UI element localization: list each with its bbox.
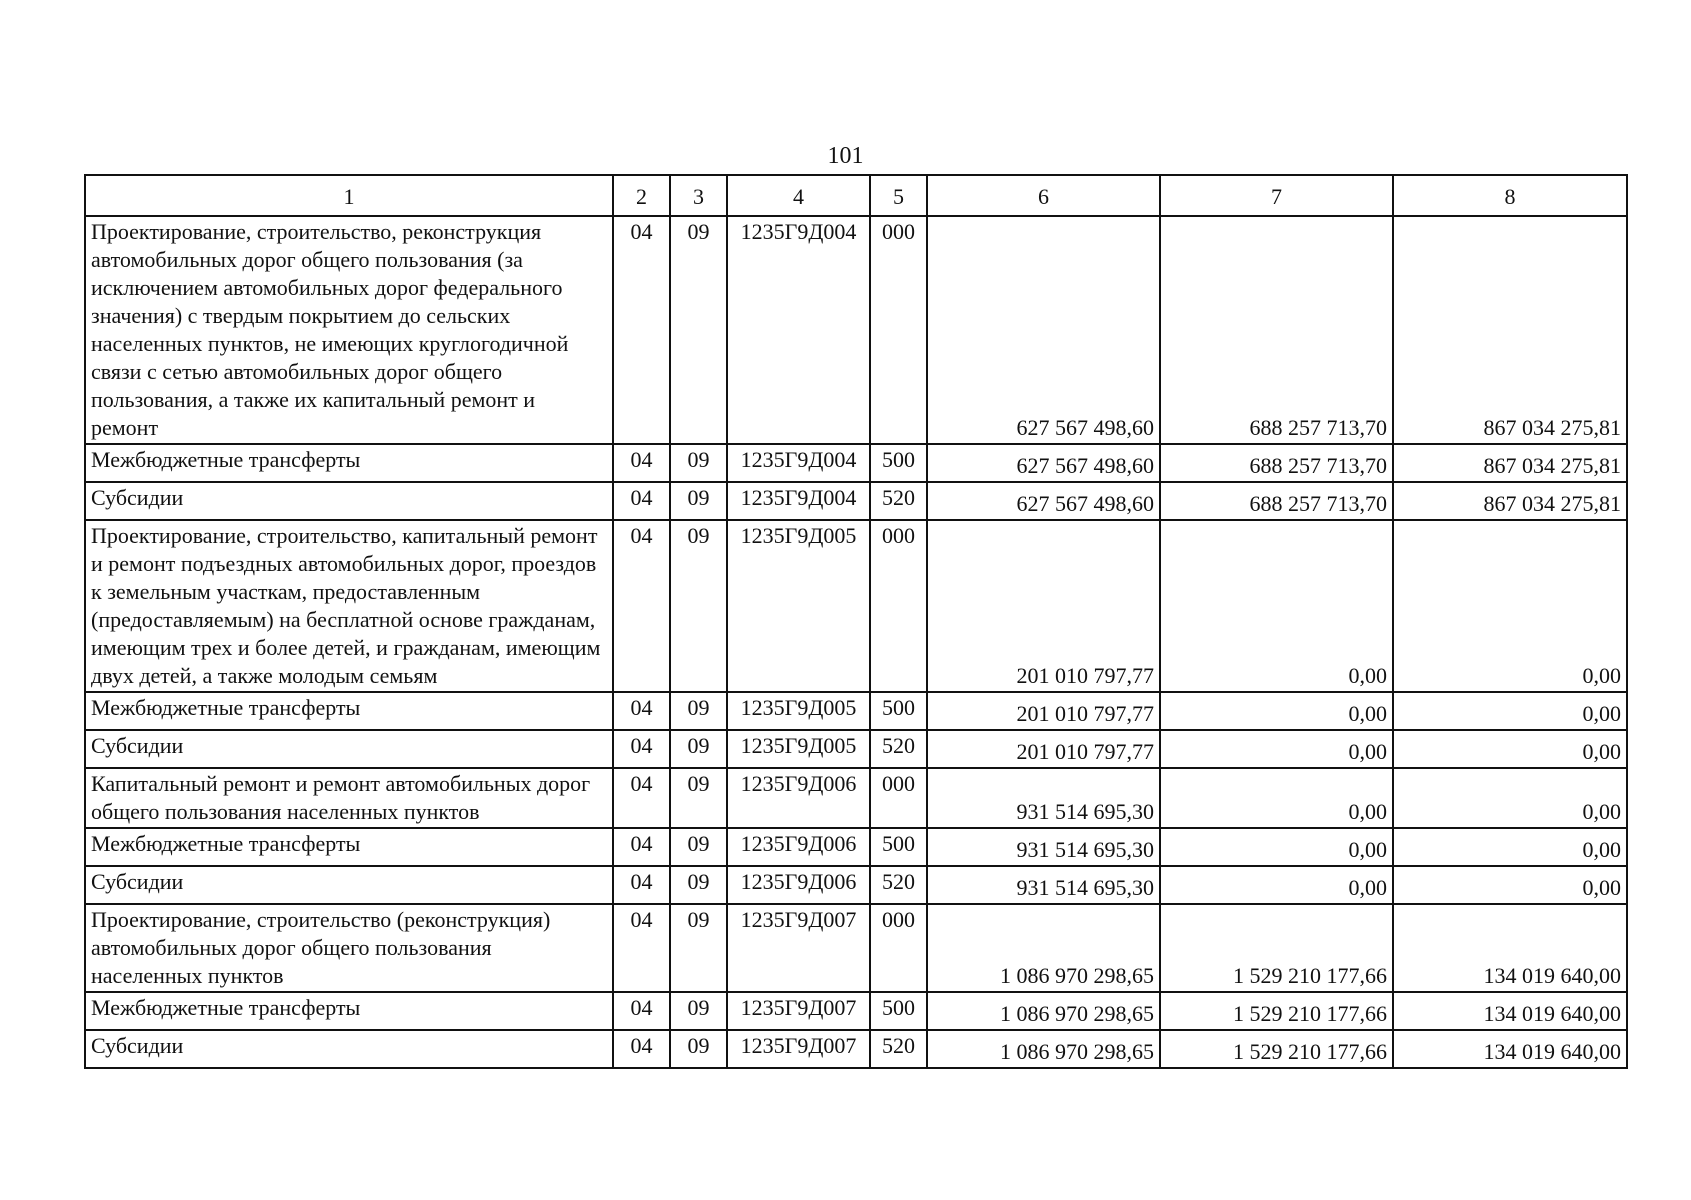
section-code: 04	[613, 216, 670, 444]
table-row	[85, 692, 1627, 730]
table-row	[85, 828, 1627, 866]
subsection-code: 09	[670, 730, 727, 768]
amount-col-7: 688 257 713,70	[1160, 482, 1393, 520]
amount-col-6: 931 514 695,30	[927, 828, 1160, 866]
amount-col-7: 0,00	[1160, 828, 1393, 866]
header-cell: 2	[613, 175, 670, 216]
section-code: 04	[613, 692, 670, 730]
header-cell: 3	[670, 175, 727, 216]
subsection-code: 09	[670, 904, 727, 992]
expense-type-code: 520	[870, 482, 927, 520]
section-code: 04	[613, 992, 670, 1030]
row-name: Межбюджетные трансферты	[85, 444, 613, 482]
row-name: Межбюджетные трансферты	[85, 828, 613, 866]
expense-type-code: 500	[870, 992, 927, 1030]
amount-col-8: 867 034 275,81	[1393, 482, 1627, 520]
amount-col-7: 1 529 210 177,66	[1160, 992, 1393, 1030]
amount-col-6: 931 514 695,30	[927, 866, 1160, 904]
section-code: 04	[613, 1030, 670, 1068]
subsection-code: 09	[670, 216, 727, 444]
subsection-code: 09	[670, 482, 727, 520]
expense-type-code: 520	[870, 1030, 927, 1068]
target-article-code: 1235Г9Д004	[727, 444, 870, 482]
section-code: 04	[613, 828, 670, 866]
table-row	[85, 216, 1627, 444]
target-article-code: 1235Г9Д005	[727, 692, 870, 730]
amount-col-7: 0,00	[1160, 730, 1393, 768]
subsection-code: 09	[670, 520, 727, 692]
amount-col-6: 201 010 797,77	[927, 520, 1160, 692]
target-article-code: 1235Г9Д004	[727, 482, 870, 520]
amount-col-7: 0,00	[1160, 520, 1393, 692]
target-article-code: 1235Г9Д006	[727, 768, 870, 828]
header-cell: 4	[727, 175, 870, 216]
section-code: 04	[613, 444, 670, 482]
header-cell: 1	[85, 175, 613, 216]
row-name: Субсидии	[85, 866, 613, 904]
subsection-code: 09	[670, 1030, 727, 1068]
amount-col-8: 134 019 640,00	[1393, 1030, 1627, 1068]
expense-type-code: 500	[870, 692, 927, 730]
header-cell: 8	[1393, 175, 1627, 216]
expense-type-code: 000	[870, 768, 927, 828]
page-number: 101	[827, 143, 864, 169]
section-code: 04	[613, 904, 670, 992]
header-cell: 5	[870, 175, 927, 216]
row-name: Капитальный ремонт и ремонт автомобильных дорог общего пользования населенных пунктов	[85, 768, 613, 828]
amount-col-7: 688 257 713,70	[1160, 444, 1393, 482]
amount-col-8: 134 019 640,00	[1393, 992, 1627, 1030]
amount-col-8: 0,00	[1393, 866, 1627, 904]
subsection-code: 09	[670, 444, 727, 482]
row-name: Проектирование, строительство, реконструкция автомобильных дорог общего пользования (за исключением автомобильных дорог федерального значения) с твердым покрытием до сельских населенных пунктов, не имеющих круглогодичной связи с сетью автомобильных дорог общего пользования, а также их капитальный ремонт и ремонт	[85, 216, 613, 444]
target-article-code: 1235Г9Д006	[727, 866, 870, 904]
target-article-code: 1235Г9Д006	[727, 828, 870, 866]
subsection-code: 09	[670, 768, 727, 828]
expense-type-code: 000	[870, 216, 927, 444]
budget-table	[84, 174, 1628, 1069]
section-code: 04	[613, 768, 670, 828]
expense-type-code: 000	[870, 520, 927, 692]
amount-col-6: 201 010 797,77	[927, 692, 1160, 730]
amount-col-6: 931 514 695,30	[927, 768, 1160, 828]
section-code: 04	[613, 482, 670, 520]
amount-col-8: 867 034 275,81	[1393, 216, 1627, 444]
row-name: Субсидии	[85, 730, 613, 768]
row-name: Межбюджетные трансферты	[85, 692, 613, 730]
subsection-code: 09	[670, 828, 727, 866]
amount-col-6: 1 086 970 298,65	[927, 992, 1160, 1030]
row-name: Межбюджетные трансферты	[85, 992, 613, 1030]
target-article-code: 1235Г9Д007	[727, 992, 870, 1030]
header-row	[85, 175, 1627, 216]
table-row	[85, 1030, 1627, 1068]
row-name: Субсидии	[85, 482, 613, 520]
table-row	[85, 730, 1627, 768]
table-row	[85, 520, 1627, 692]
subsection-code: 09	[670, 866, 727, 904]
amount-col-8: 0,00	[1393, 730, 1627, 768]
table-row	[85, 904, 1627, 992]
amount-col-6: 1 086 970 298,65	[927, 904, 1160, 992]
expense-type-code: 500	[870, 444, 927, 482]
section-code: 04	[613, 520, 670, 692]
target-article-code: 1235Г9Д004	[727, 216, 870, 444]
amount-col-6: 627 567 498,60	[927, 216, 1160, 444]
amount-col-8: 0,00	[1393, 768, 1627, 828]
amount-col-6: 627 567 498,60	[927, 444, 1160, 482]
subsection-code: 09	[670, 992, 727, 1030]
expense-type-code: 500	[870, 828, 927, 866]
header-cell: 7	[1160, 175, 1393, 216]
table-row	[85, 992, 1627, 1030]
target-article-code: 1235Г9Д007	[727, 1030, 870, 1068]
expense-type-code: 520	[870, 866, 927, 904]
subsection-code: 09	[670, 692, 727, 730]
row-name: Субсидии	[85, 1030, 613, 1068]
section-code: 04	[613, 866, 670, 904]
header-cell: 6	[927, 175, 1160, 216]
expense-type-code: 000	[870, 904, 927, 992]
amount-col-8: 0,00	[1393, 520, 1627, 692]
amount-col-6: 201 010 797,77	[927, 730, 1160, 768]
amount-col-8: 134 019 640,00	[1393, 904, 1627, 992]
amount-col-8: 0,00	[1393, 692, 1627, 730]
amount-col-7: 688 257 713,70	[1160, 216, 1393, 444]
table-row	[85, 482, 1627, 520]
amount-col-8: 867 034 275,81	[1393, 444, 1627, 482]
amount-col-6: 1 086 970 298,65	[927, 1030, 1160, 1068]
target-article-code: 1235Г9Д005	[727, 520, 870, 692]
amount-col-7: 0,00	[1160, 866, 1393, 904]
amount-col-6: 627 567 498,60	[927, 482, 1160, 520]
row-name: Проектирование, строительство (реконструкция) автомобильных дорог общего пользования населенных пунктов	[85, 904, 613, 992]
target-article-code: 1235Г9Д005	[727, 730, 870, 768]
amount-col-8: 0,00	[1393, 828, 1627, 866]
section-code: 04	[613, 730, 670, 768]
amount-col-7: 1 529 210 177,66	[1160, 1030, 1393, 1068]
amount-col-7: 0,00	[1160, 768, 1393, 828]
table-row	[85, 768, 1627, 828]
table-row	[85, 444, 1627, 482]
amount-col-7: 1 529 210 177,66	[1160, 904, 1393, 992]
target-article-code: 1235Г9Д007	[727, 904, 870, 992]
row-name: Проектирование, строительство, капитальный ремонт и ремонт подъездных автомобильных дорог, проездов к земельным участкам, предоставленным (предоставляемым) на бесплатной основе гражданам, имеющим трех и более детей, и гражданам, имеющим двух детей, а также молодым семьям	[85, 520, 613, 692]
amount-col-7: 0,00	[1160, 692, 1393, 730]
expense-type-code: 520	[870, 730, 927, 768]
table-row	[85, 866, 1627, 904]
